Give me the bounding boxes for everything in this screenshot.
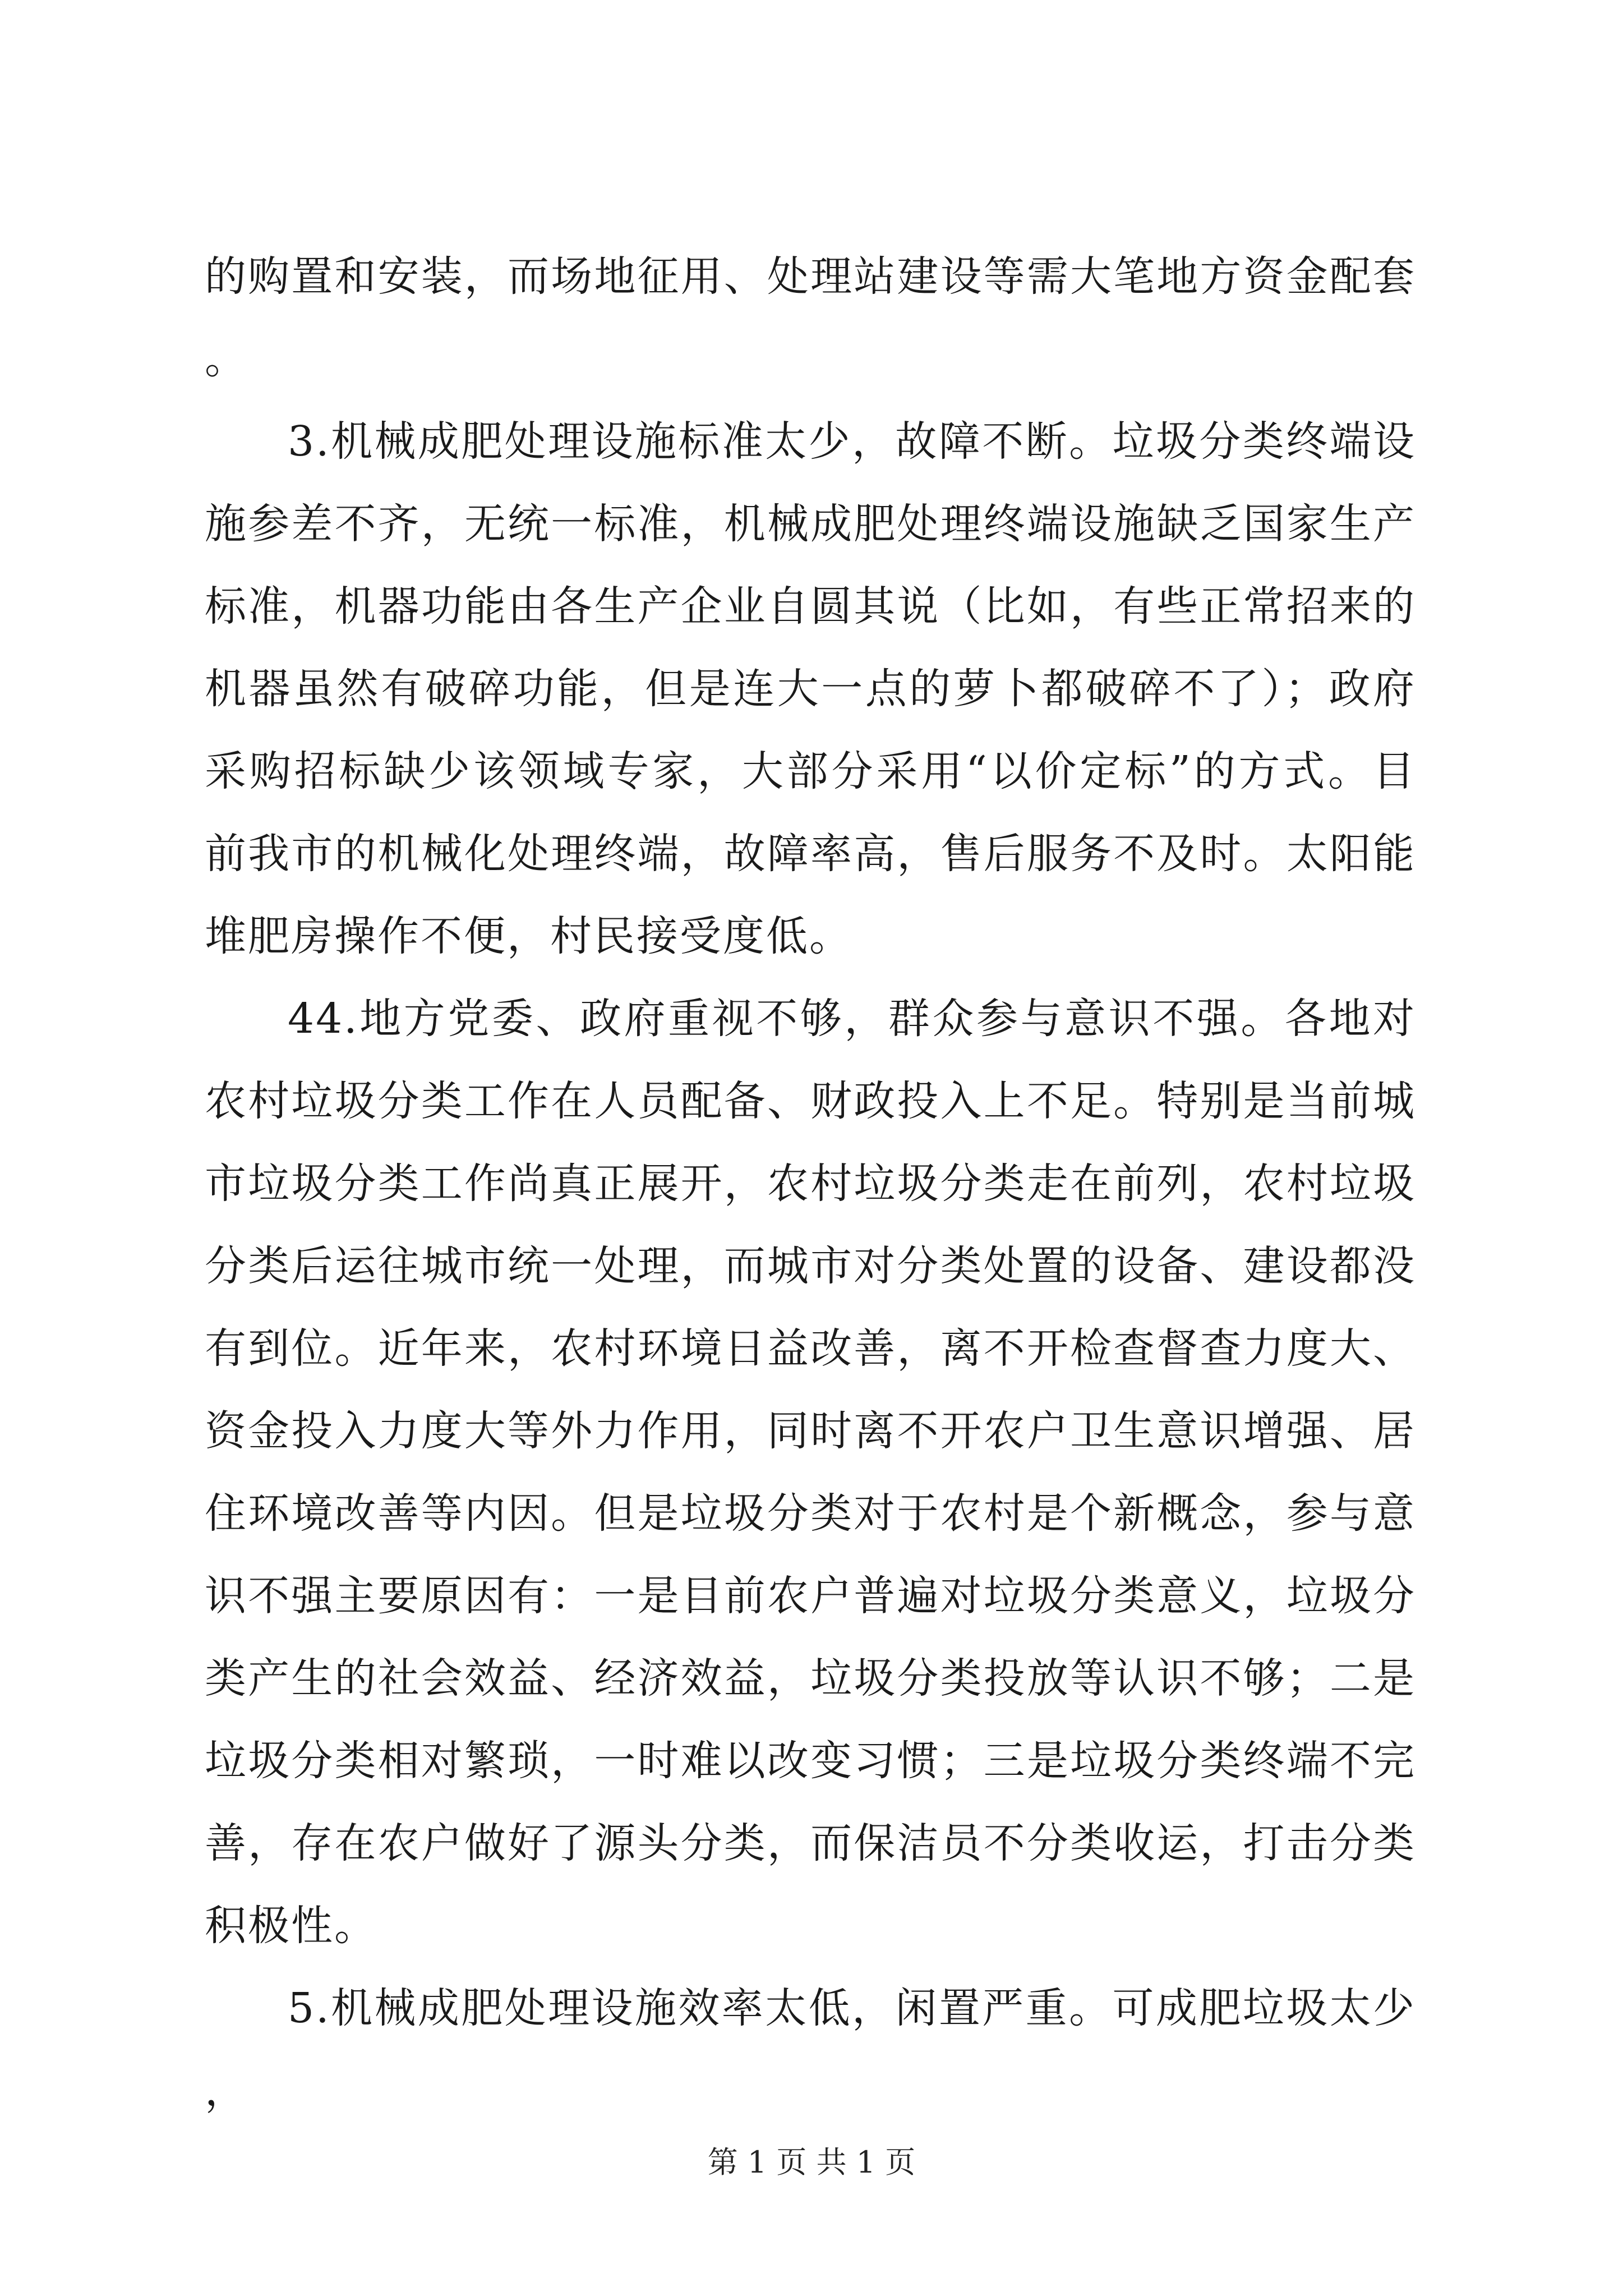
paragraph-2: 3.机械成肥处理设施标准太少，故障不断。垃圾分类终端设施参差不齐，无统一标准，机械成肥处理终端设施缺乏国家生产标准，机器功能由各生产企业自圆其说（比如，有些正常招来的机器虽然有破碎功能，但是连大一点的萝卜都破碎不了）；政府采购招标缺少该领域专家，大部分采用“以价定标”的方式。目前我市的机械化处理终端，故障率高，售后服务不及时。太阳能堆肥房操作不便，村民接受度低。 (205, 417, 1416, 960)
paragraph-1: 的购置和安装，而场地征用、处理站建设等需大笔地方资金配套。 (205, 252, 1416, 383)
document-body (205, 236, 1416, 2132)
page-footer: 第 1 页 共 1 页 (707, 2145, 916, 2180)
paragraph-4: 5.机械成肥处理设施效率太低，闲置严重。可成肥垃圾太少， (205, 1984, 1416, 2115)
paragraph-3: 44.地方党委、政府重视不够，群众参与意识不强。各地对农村垃圾分类工作在人员配备、财政投入上不足。特别是当前城市垃圾分类工作尚真正展开，农村垃圾分类走在前列，农村垃圾分类后运往城市统一处理，而城市对分类处置的设备、建设都没有到位。近年来，农村环境日益改善，离不开检查督查力度大、资金投入力度大等外力作用，同时离不开农户卫生意识增强、居住环境改善等内因。但是垃圾分类对于农村是个新概念，参与意识不强主要原因有：一是目前农户普遍对垃圾分类意义，垃圾分类产生的社会效益、经济效益，垃圾分类投放等认识不够；二是垃圾分类相对繁琐，一时难以改变习惯；三是垃圾分类终端不完善，存在农户做好了源头分类，而保洁员不分类收运，打击分类积极性。 (205, 995, 1416, 1950)
